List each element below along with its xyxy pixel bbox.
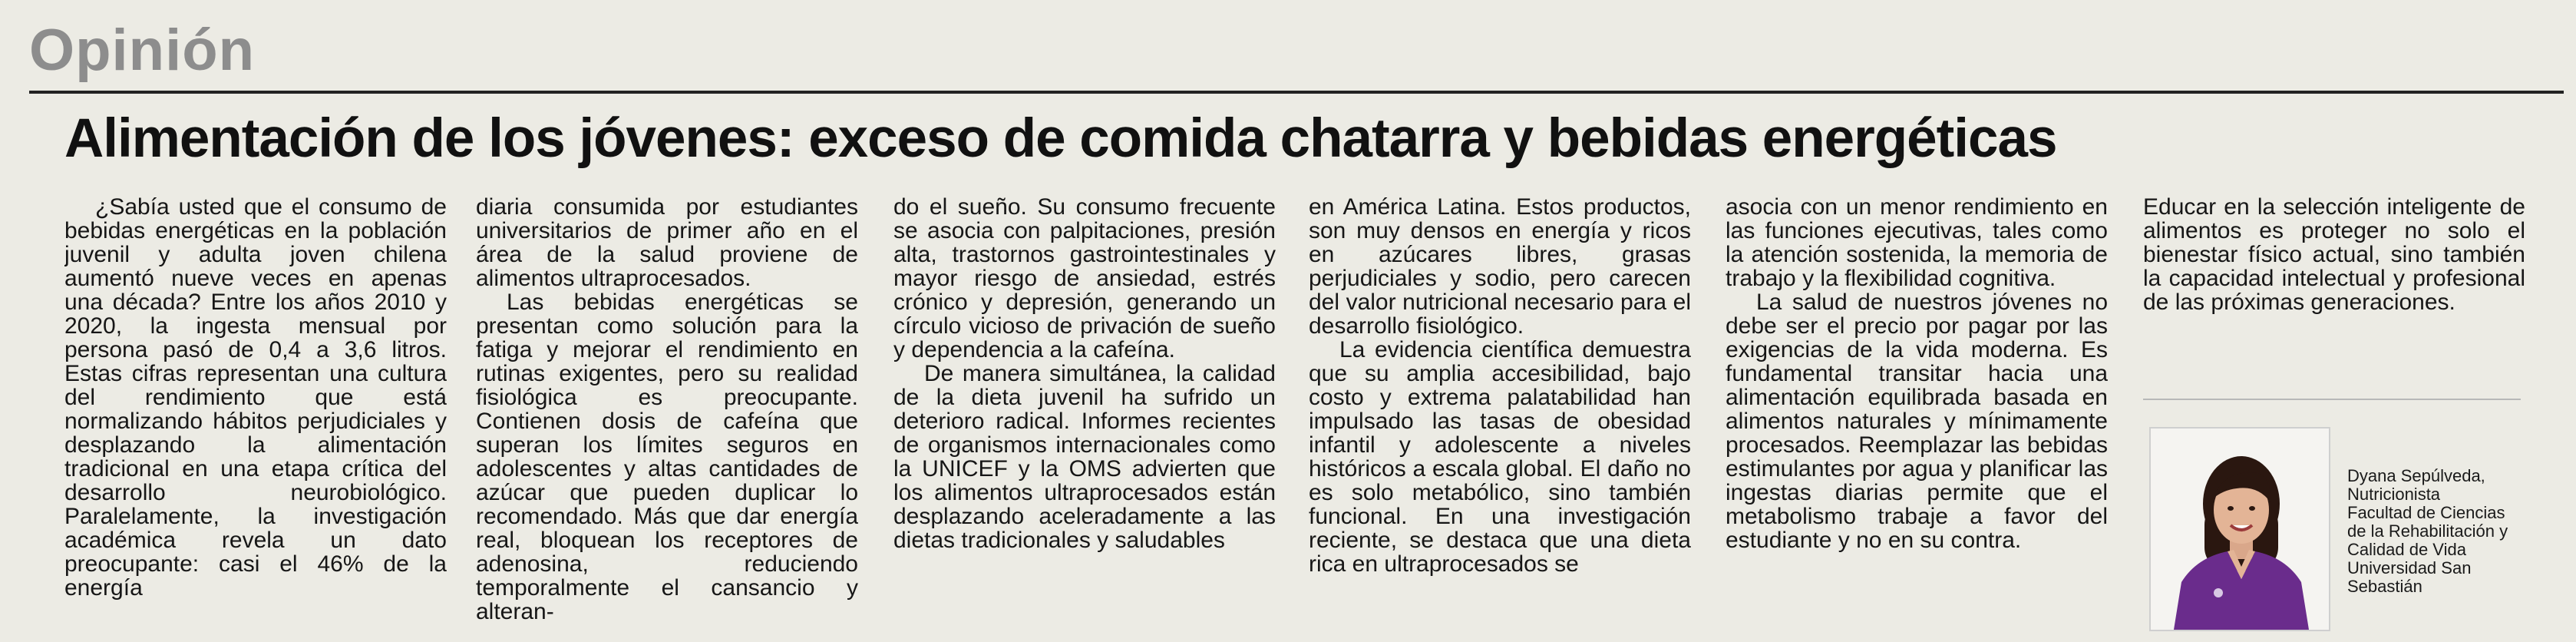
article-paragraph: do el sueño. Su consumo frecuente se asocia con palpitaciones, presión alta, trastornos gastrointestinales y mayor riesgo de ansiedad, estrés crónico y depresión, generando un círculo vicioso de privación de sueño y dependencia a la cafeína.: [893, 195, 1276, 362]
author-affiliation-line: Universidad San: [2347, 558, 2472, 577]
article-paragraph: Educar en la selección inteligente de alimentos es proteger no solo el bienestar físico actual, sino también la capacidad intelectual y profesional de las próximas generaciones.: [2143, 195, 2525, 315]
section-label: Opinión: [29, 18, 256, 83]
article-column-2: [476, 195, 858, 633]
article-paragraph: La evidencia científica demuestra que su amplia accesibilidad, bajo costo y extrema palatabilidad han impulsado las tasas de obesidad infantil y adolescente a niveles históricos a escala global. El daño no es solo metabólico, sino también funcional. En una investigación reciente, se destaca que una dieta rica en ultraprocesados se: [1309, 337, 1691, 577]
article-paragraph: De manera simultánea, la calidad de la dieta juvenil ha sufrido un deterioro radical. Informes recientes de organismos internacionales como la UNICEF y la OMS advierten que los alimentos ultraprocesados están desplazando aceleradamente a las dietas tradicionales y saludables: [893, 361, 1276, 553]
author-affiliation-line: de la Rehabilitación y: [2347, 521, 2508, 541]
author-name: Dyana Sepúlveda,: [2347, 466, 2485, 485]
portrait-icon: [2151, 429, 2329, 630]
article-paragraph: Las bebidas energéticas se presentan como solución para la fatiga y mejorar el rendimiento en rutinas exigentes, pero su realidad fisiológica es preocupante. Contienen dosis de cafeína que superan los límites seguros en adolescentes y altas cantidades de azúcar que pueden duplicar lo recomendado. Más que dar energía real, bloquean los receptores de adenosina, reduciendo temporalmente el cansancio y alteran-: [476, 290, 858, 624]
article-paragraph: en América Latina. Estos productos, son muy densos en energía y ricos en azúcares libres, grasas perjudiciales y sodio, pero carecen del valor nutricional necesario para el desarrollo fisiológico.: [1309, 195, 1691, 339]
article-column-4: [1309, 195, 1691, 633]
author-separator: [2143, 399, 2521, 400]
author-affiliation-line: Sebastián: [2347, 577, 2422, 596]
article-paragraph: ¿Sabía usted que el consumo de bebidas energéticas en la población juvenil y adulta joven chilena aumentó nueve veces en apenas una década? Entre los años 2010 y 2020, la ingesta mensual por persona pasó de 0,4 a 3,6 litros. Estas cifras representan una cultura del rendimiento que está normalizando hábitos perjudiciales y desplazando la alimentación tradicional en una etapa crítica del desarrollo neurobiológico. Paralelamente, la investigación académica revela un dato preocupante: casi el 46% de la energía: [64, 195, 447, 601]
article-paragraph: asocia con un menor rendimiento en las funciones ejecutivas, tales como la atención sostenida, la memoria de trabajo y la flexibilidad cognitiva.: [1726, 195, 2108, 291]
author-title: Nutricionista: [2347, 485, 2441, 504]
article-headline: Alimentación de los jóvenes: exceso de comida chatarra y bebidas energéticas: [64, 108, 2057, 169]
article-column-1: [64, 195, 447, 633]
author-affiliation-line: Calidad de Vida: [2347, 540, 2466, 559]
author-credit: [2347, 467, 2539, 596]
article-column-3: [893, 195, 1276, 633]
author-photo: [2149, 427, 2330, 631]
article-paragraph: La salud de nuestros jóvenes no debe ser el precio por pagar por las exigencias de la vida moderna. Es fundamental transitar hacia una alimentación equilibrada basada en alimentos naturales y mínimamente procesados. Reemplazar las bebidas estimulantes por agua y planificar las ingestas diarias permite que el metabolismo trabaje a favor del estudiante y no en su contra.: [1726, 290, 2108, 553]
article-column-5: [1726, 195, 2108, 633]
author-affiliation-line: Facultad de Ciencias: [2347, 503, 2505, 522]
article-column-6: [2143, 195, 2525, 372]
header-rule: [29, 91, 2564, 94]
article-paragraph: diaria consumida por estudiantes universitarios de primer año en el área de la salud proviene de alimentos ultraprocesados.: [476, 195, 858, 291]
